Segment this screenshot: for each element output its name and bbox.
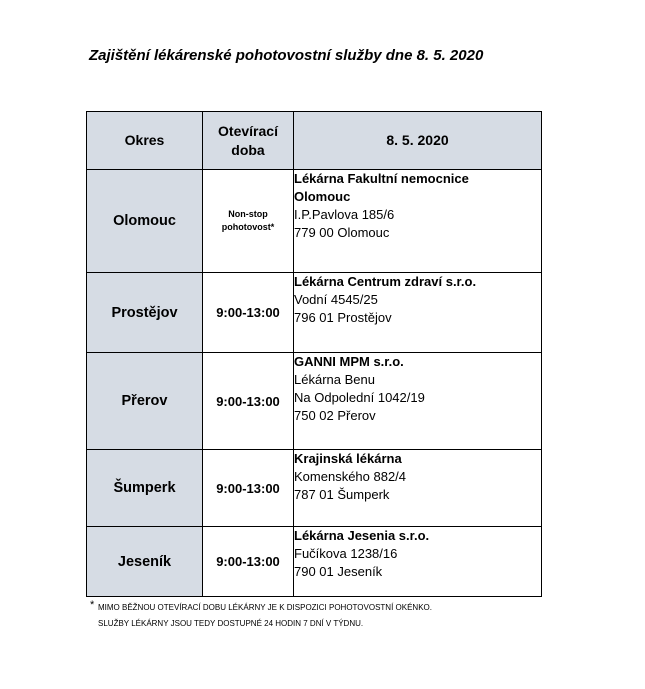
footnote [90,600,432,632]
pharmacy-cell [294,450,542,527]
header-date: 8. 5. 2020 [294,112,542,170]
header-okres: Okres [87,112,203,170]
table-row [87,450,542,527]
footnote-line2: SLUŽBY LÉKÁRNY JSOU TEDY DOSTUPNÉ 24 HODIN 7 DNÍ V TÝDNU. [98,619,364,628]
footnote-line1: MIMO BĚŽNOU OTEVÍRACÍ DOBU LÉKÁRNY JE K DISPOZICI POHOTOVOSTNÍ OKÉNKO. [98,603,432,612]
pharmacy-address-line: I.P.Pavlova 185/6 [294,207,395,222]
pharmacy-address-line: Fučíkova 1238/16 [294,546,398,561]
pharmacy-name: Krajinská lékárna [294,451,402,466]
doba-line2: pohotovost* [221,222,275,232]
document-title: Zajištění lékárenské pohotovostní služby dne 8. 5. 2020 [89,47,484,64]
pharmacy-address-line: Na Odpolední 1042/19 [294,390,425,405]
pharmacy-address-line: 779 00 Olomouc [294,225,390,240]
pharmacy-name: GANNI MPM s.r.o. [294,354,404,369]
pharmacy-cell [294,527,542,597]
pharmacy-address-line: 796 01 Prostějov [294,310,392,325]
pharmacy-address-line: Vodní 4545/25 [294,292,378,307]
oteviraci-doba-cell: 9:00-13:00 [203,527,294,597]
pharmacy-duty-table [86,111,542,597]
pharmacy-cell [294,353,542,450]
okres-cell: Šumperk [87,450,203,527]
header-oteviraci-doba [203,112,294,170]
header-doba-line2: doba [231,141,265,158]
okres-cell: Prostějov [87,273,203,353]
pharmacy-name: Lékárna Centrum zdraví s.r.o. [294,274,477,289]
table-row [87,353,542,450]
table-row [87,527,542,597]
oteviraci-doba-cell: 9:00-13:00 [203,273,294,353]
footnote-marker: * [90,599,95,611]
oteviraci-doba-cell [203,170,294,273]
pharmacy-cell [294,273,542,353]
pharmacy-address-line: Lékárna Benu [294,372,375,387]
oteviraci-doba-cell: 9:00-13:00 [203,353,294,450]
pharmacy-name-cont: Olomouc [294,189,351,204]
pharmacy-name: Lékárna Jesenia s.r.o. [294,528,430,543]
pharmacy-address-line: 790 01 Jeseník [294,564,383,579]
pharmacy-cell [294,170,542,273]
okres-cell: Olomouc [87,170,203,273]
pharmacy-address-line: 750 02 Přerov [294,408,376,423]
okres-cell: Jeseník [87,527,203,597]
doba-line1: Non-stop [228,209,268,219]
table-row [87,170,542,273]
table-row [87,273,542,353]
pharmacy-address-line: 787 01 Šumperk [294,487,390,502]
okres-cell: Přerov [87,353,203,450]
header-row [87,112,542,170]
pharmacy-address-line: Komenského 882/4 [294,469,407,484]
oteviraci-doba-cell: 9:00-13:00 [203,450,294,527]
header-doba-line1: Otevírací [218,122,278,139]
pharmacy-name: Lékárna Fakultní nemocnice [294,171,469,186]
